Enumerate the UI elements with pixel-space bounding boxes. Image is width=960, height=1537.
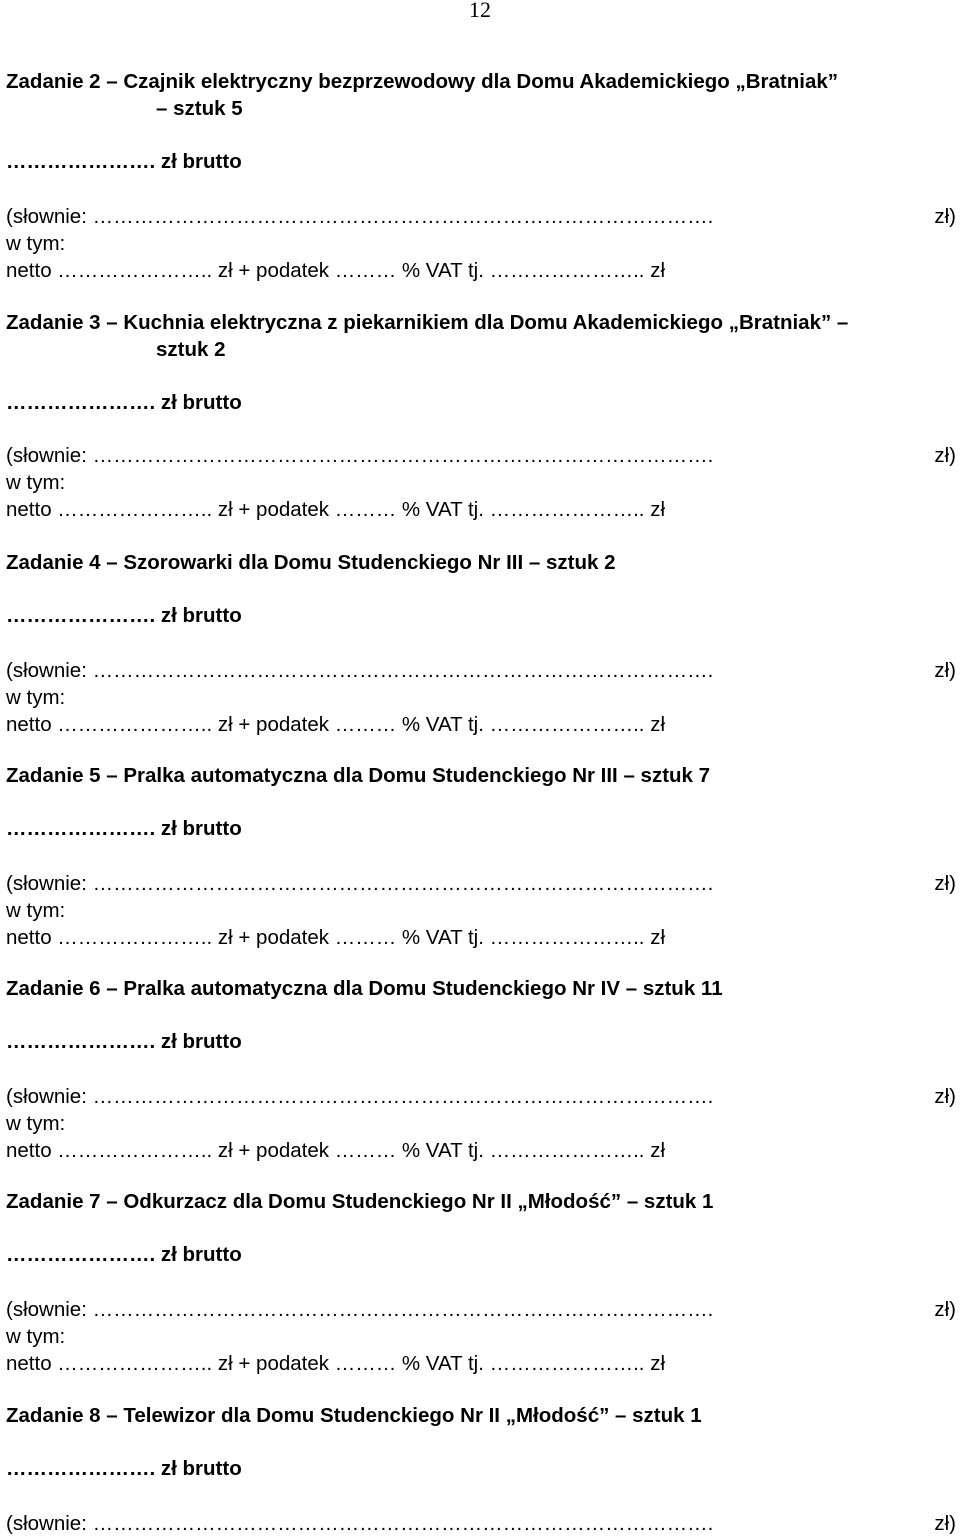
slownie-label: (słownie: ……………………………………………………………………………….: [6, 659, 714, 682]
wtym-label: w tym:: [6, 899, 66, 922]
slownie-close: zł): [934, 872, 956, 895]
netto-line: netto ………………….. zł + podatek ……… % VAT tj. ………………….. zł: [6, 259, 665, 282]
slownie-close: zł): [934, 659, 956, 682]
netto-line: netto ………………….. zł + podatek ……… % VAT tj. ………………….. zł: [6, 926, 665, 949]
wtym-label: w tym:: [6, 471, 66, 494]
task-title: Zadanie 4 – Szorowarki dla Domu Studenckiego Nr III – sztuk 2: [6, 551, 616, 574]
slownie-label: (słownie: ……………………………………………………………………………….: [6, 444, 714, 467]
slownie-line: [6, 1083, 956, 1110]
brutto-line: …………………. zł brutto: [6, 817, 242, 840]
task-title: Zadanie 8 – Telewizor dla Domu Studenckiego Nr II „Młodość” – sztuk 1: [6, 1404, 702, 1427]
task-title: Zadanie 3 – Kuchnia elektryczna z piekarnikiem dla Domu Akademickiego „Bratniak” –: [6, 311, 849, 334]
slownie-label: (słownie: ……………………………………………………………………………….: [6, 1512, 714, 1535]
slownie-line: [6, 1296, 956, 1323]
wtym-label: w tym:: [6, 686, 66, 709]
task-5: [6, 762, 956, 951]
wtym-label: w tym:: [6, 232, 66, 255]
task-3: [6, 309, 956, 523]
brutto-line: …………………. zł brutto: [6, 150, 242, 173]
slownie-close: zł): [934, 444, 956, 467]
netto-line: netto ………………….. zł + podatek ……… % VAT tj. ………………….. zł: [6, 1352, 665, 1375]
slownie-line: [6, 870, 956, 897]
netto-line: netto ………………….. zł + podatek ……… % VAT tj. ………………….. zł: [6, 498, 665, 521]
page-number: 12: [469, 0, 491, 22]
task-4: [6, 549, 956, 738]
slownie-line: [6, 442, 956, 469]
slownie-label: (słownie: ……………………………………………………………………………….: [6, 1085, 714, 1108]
brutto-line: …………………. zł brutto: [6, 391, 242, 414]
brutto-line: …………………. zł brutto: [6, 1030, 242, 1053]
netto-line: netto ………………….. zł + podatek ……… % VAT tj. ………………….. zł: [6, 1139, 665, 1162]
task-title: Zadanie 6 – Pralka automatyczna dla Domu Studenckiego Nr IV – sztuk 11: [6, 977, 723, 1000]
slownie-label: (słownie: ……………………………………………………………………………….: [6, 1298, 714, 1321]
task-title-continuation: sztuk 2: [156, 338, 226, 361]
slownie-line: [6, 203, 956, 230]
slownie-label: (słownie: ……………………………………………………………………………….: [6, 205, 714, 228]
brutto-line: …………………. zł brutto: [6, 1243, 242, 1266]
task-7: [6, 1188, 956, 1377]
slownie-close: zł): [934, 1298, 956, 1321]
task-8: [6, 1402, 956, 1537]
slownie-line: [6, 1510, 956, 1537]
task-2: [6, 68, 956, 284]
brutto-line: …………………. zł brutto: [6, 1457, 242, 1480]
task-title: Zadanie 7 – Odkurzacz dla Domu Studenckiego Nr II „Młodość” – sztuk 1: [6, 1190, 714, 1213]
task-6: [6, 975, 956, 1164]
wtym-label: w tym:: [6, 1112, 66, 1135]
wtym-label: w tym:: [6, 1325, 66, 1348]
slownie-close: zł): [934, 205, 956, 228]
task-title: Zadanie 2 – Czajnik elektryczny bezprzewodowy dla Domu Akademickiego „Bratniak”: [6, 70, 839, 93]
slownie-close: zł): [934, 1085, 956, 1108]
brutto-line: …………………. zł brutto: [6, 604, 242, 627]
task-title-continuation: – sztuk 5: [156, 97, 243, 120]
slownie-line: [6, 657, 956, 684]
task-title: Zadanie 5 – Pralka automatyczna dla Domu Studenckiego Nr III – sztuk 7: [6, 764, 711, 787]
slownie-close: zł): [934, 1512, 956, 1535]
slownie-label: (słownie: ……………………………………………………………………………….: [6, 872, 714, 895]
netto-line: netto ………………….. zł + podatek ……… % VAT tj. ………………….. zł: [6, 713, 665, 736]
